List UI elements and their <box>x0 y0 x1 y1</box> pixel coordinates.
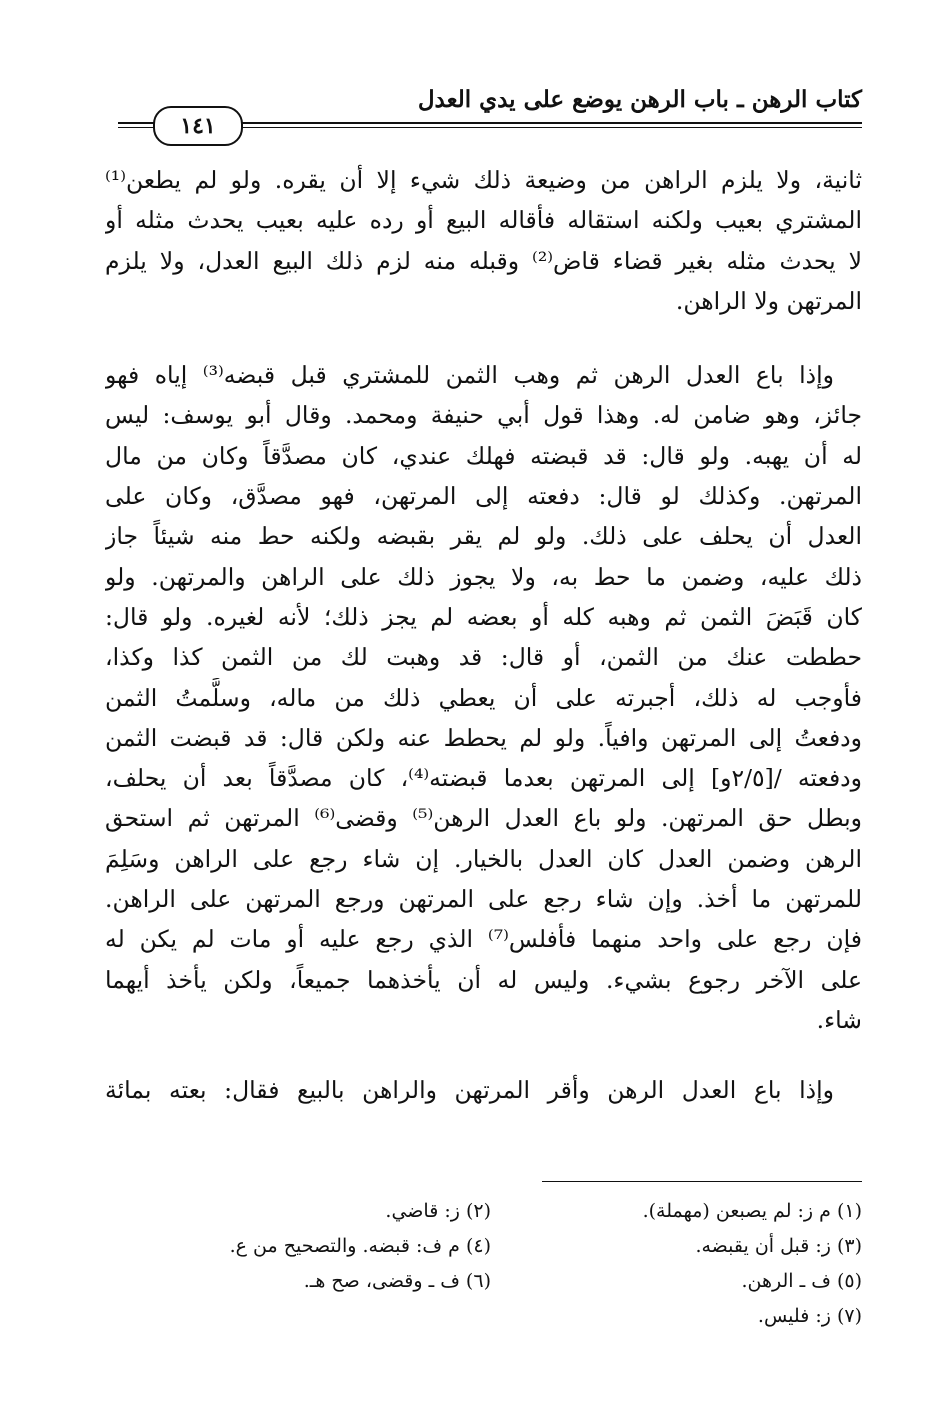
text-line: حططت عنك من الثمن، أو قال: قد وهبت لك من الثمن كذا وكذا، <box>105 643 862 672</box>
text-line: له أن يهبه. ولو قال: قد قبضته فهلك عندي، كان مصدَّقاً وكان من مال <box>105 441 862 470</box>
text-line: للمرتهن ما أخذ. وإن شاء رجع على المرتهن ورجع المرتهن على الراهن. <box>105 885 862 914</box>
text-line: فإن رجع على واحد منهما فأفلس⁽⁷⁾ الذي رجع عليه أو مات لم يكن له <box>105 925 862 954</box>
footnote: (١) م ز: لم يصبعن (مهملة). <box>642 1200 862 1222</box>
footnote: (٧) ز: فليس. <box>757 1305 862 1327</box>
text-line: وإذا باع العدل الرهن وأقر المرتهن والراهن بالبيع فقال: بعته بمائة <box>105 1076 834 1105</box>
text-line: فأوجب له ذلك، أجبرته على أن يعطي ذلك من ماله، وسلَّمتُ الثمن <box>105 683 862 712</box>
text-line: المشتري بعيب ولكنه استقاله فأقاله البيع أو رده عليه بعيب يحدث مثله أو <box>105 206 862 235</box>
paragraph-1 <box>105 160 862 321</box>
footnote: (٣) ز: قبل أن يقبضه. <box>695 1235 862 1257</box>
footnote-separator <box>542 1181 862 1182</box>
footnote <box>120 1299 491 1334</box>
text-line: الرهن وضمن العدل كان العدل بالخيار. إن شاء رجع على الراهن وسَلِمَ <box>105 844 862 873</box>
text-line: جائز، وهو ضامن له. وهذا قول أبي حنيفة ومحمد. وقال أبو يوسف: ليس <box>105 401 862 430</box>
text-line: ثانية، ولا يلزم الراهن من وضيعة ذلك شيء إلا أن يقره. ولو لم يطعن⁽¹⁾ <box>105 166 862 194</box>
footnote-row <box>120 1194 862 1229</box>
footnote: (٢) ز: قاضي. <box>385 1200 491 1222</box>
footnote-row <box>120 1229 862 1264</box>
footnote: (٦) ف ـ وقضى، صح هـ. <box>303 1270 491 1292</box>
paragraph-2 <box>105 355 862 1040</box>
text-line: ودفعته /[٢/٥و] إلى المرتهن بعدما قبضته⁽⁴⁾، كان مصدَّقاً بعد أن يحلف، <box>105 764 862 793</box>
running-title: كتاب الرهن ـ باب الرهن يوضع على يدي العدل <box>417 86 862 113</box>
text-line: ذلك عليه، وضمن ما حط به، ولا يجوز ذلك على الراهن والمرتهن. ولو <box>105 562 862 591</box>
text-line: كان قَبَضَ الثمن ثم وهبه كله أو بعضه لم يجز ذلك؛ لأنه لغيره. ولو قال: <box>105 602 862 631</box>
text-line: العدل أن يحلف على ذلك. ولو لم يقر بقبضه ولكنه حط منه شيئاً جاز <box>105 522 862 551</box>
footnote-row <box>120 1299 862 1334</box>
text-line: وبطل حق المرتهن. ولو باع العدل الرهن⁽⁵⁾ وقضى⁽⁶⁾ المرتهن ثم استحق <box>105 804 862 833</box>
footnotes <box>120 1194 862 1334</box>
body-text <box>105 160 862 1111</box>
text-line: شاء. <box>816 1005 862 1034</box>
text-line: ودفعتُ إلى المرتهن وافياً. ولو لم يحطط عنه ولكن قال: قد قبضت الثمن <box>105 723 862 752</box>
footnote-row <box>120 1264 862 1299</box>
page-number: ١٤١ <box>153 106 243 146</box>
footnote: (٤) م ف: قبضه. والتصحيح من ع. <box>229 1235 491 1257</box>
text-line: المرتهن. وكذلك لو قال: دفعته إلى المرتهن، فهو مصدَّق، وكان على <box>105 482 862 511</box>
text-line: المرتهن ولا الراهن. <box>675 286 862 315</box>
paragraph-3 <box>105 1070 862 1110</box>
footnote: (٥) ف ـ الرهن. <box>741 1270 862 1292</box>
text-line: لا يحدث مثله بغير قضاء قاض⁽²⁾ وقبله منه لزم ذلك البيع العدل، ولا يلزم <box>105 246 862 275</box>
text-line: وإذا باع العدل الرهن ثم وهب الثمن للمشتري قبل قبضه⁽³⁾ إياه فهو <box>105 361 834 390</box>
text-line: على الآخر رجوع بشيء. وليس له أن يأخذهما جميعاً، ولكن يأخذ أيهما <box>105 965 862 994</box>
